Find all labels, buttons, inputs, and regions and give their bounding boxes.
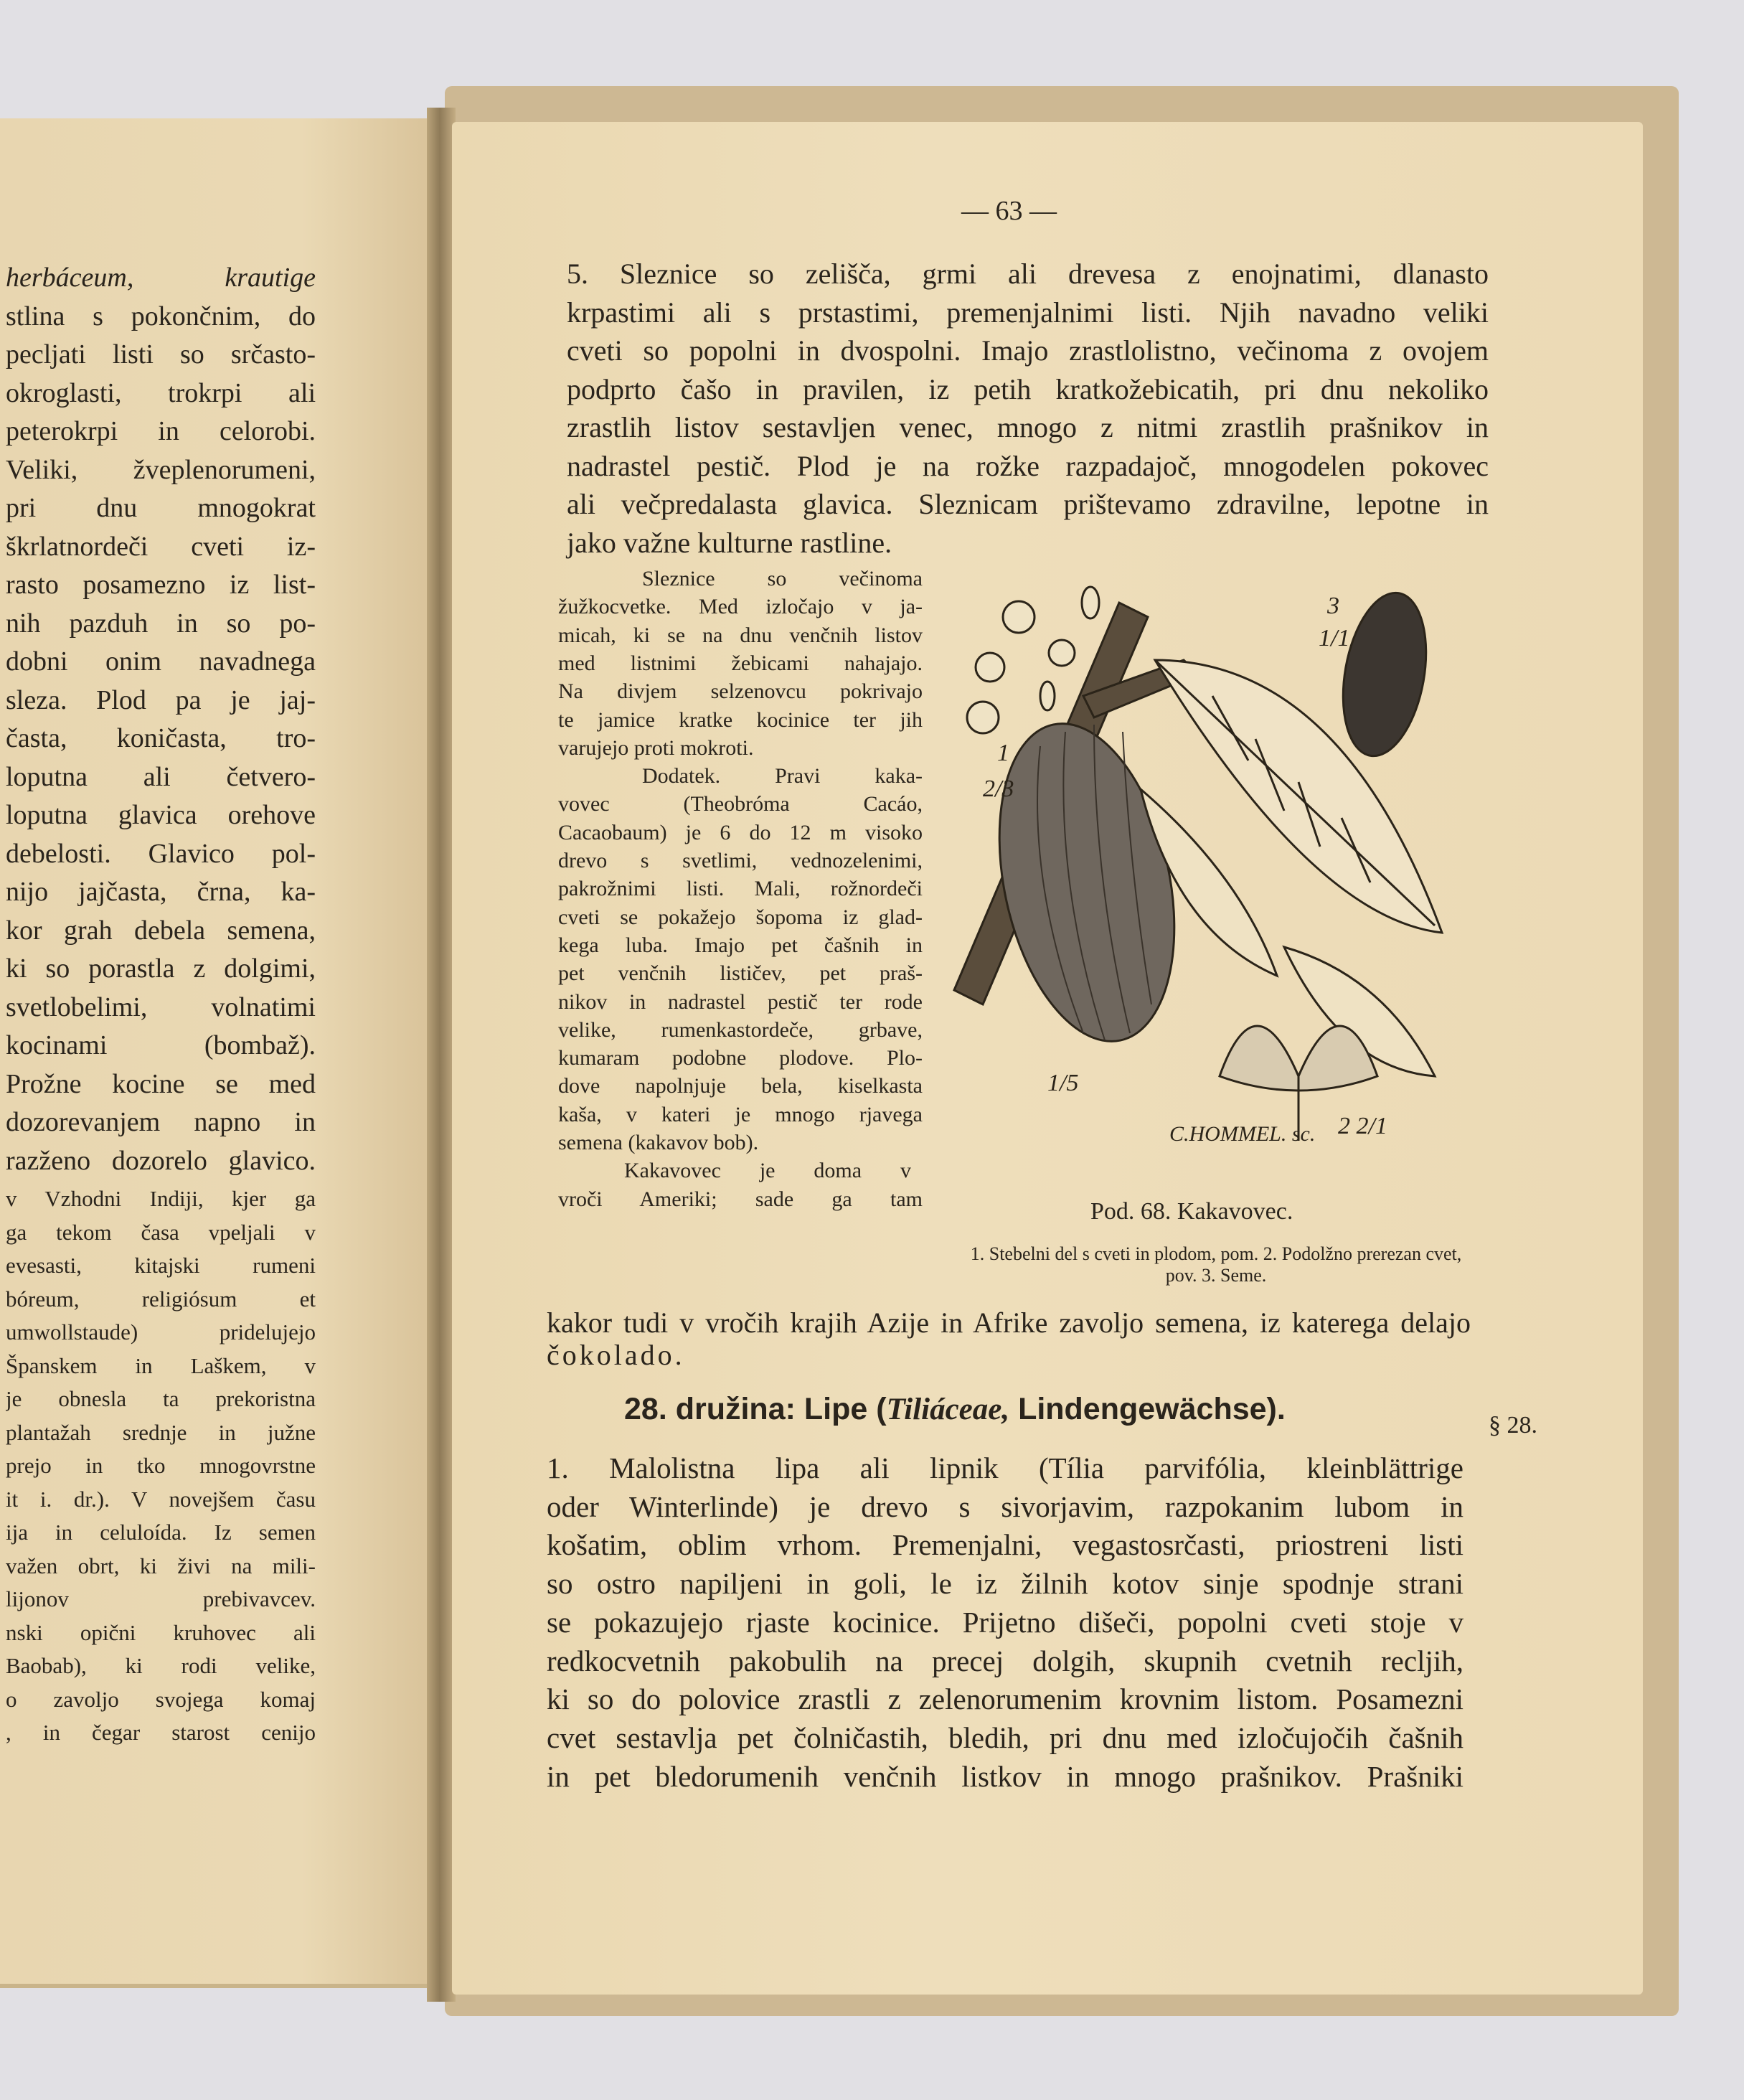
page-number: — 63 — (961, 196, 1057, 226)
engraver-signature: C.HOMMEL. sc. (1169, 1122, 1316, 1146)
text-line: velike, rumenkastordeče, grbave, (558, 1017, 923, 1042)
text-line: jako važne kulturne rastline. (567, 526, 892, 559)
text-line: ki so porastla z dolgimi, (6, 954, 316, 984)
text-line: vroči Ameriki; sade ga tam (558, 1187, 923, 1211)
text-line: je obnesla ta prekoristna (6, 1386, 316, 1411)
text-line: krpastimi ali s prstastimi, premenjalnimi listi. Njih navadno veliki (567, 296, 1489, 329)
text-line: zrastlih listov sestavljen venec, mnogo z nitmi zrastlih prašnikov in (567, 411, 1489, 443)
text-line: pri dnu mnogokrat (6, 493, 316, 523)
text-line: 1. Malolistna lipa ali lipnik (Tília parvifólia, kleinblättrige (547, 1451, 1463, 1484)
book-gutter (427, 108, 456, 2002)
text-line: Veliki, žveplenorumeni, (6, 454, 316, 485)
text-line: košatim, oblim vrhom. Premenjalni, vegastosrčasti, priostreni listi (547, 1528, 1463, 1562)
text-line: žužkocvetke. Med izločajo v ja- (558, 595, 923, 619)
marginal-reference: § 28. (1489, 1412, 1537, 1439)
text-line: Dodatek. Pravi kaka- (642, 764, 923, 788)
text-line: varujejo proti mokroti. (558, 735, 754, 760)
text-line: sleza. Plod pa je jaj- (6, 684, 316, 715)
text-line: Cacaobaum) je 6 do 12 m visoko (558, 820, 923, 844)
text-line: Baobab), ki rodi velike, (6, 1653, 316, 1678)
fig-label-2-3: 2/3 (983, 776, 1014, 802)
text-line: nijo jajčasta, črna, ka- (6, 877, 316, 907)
text-line: pet venčnih lističev, pet praš- (558, 961, 923, 986)
heading-german: Lindengewächse). (1018, 1392, 1286, 1426)
left-page-text (6, 258, 316, 1873)
text-line: kakor tudi v vročih krajih Azije in Afrike zavoljo semena, iz katerega delajo (547, 1306, 1471, 1339)
heading-latin: Tiliáceae, (886, 1393, 1010, 1426)
text-line: o zavoljo svojega komaj (6, 1686, 316, 1712)
fig-label-1-5: 1/5 (1047, 1070, 1079, 1096)
text-line: Kakavovec je doma v (624, 1159, 911, 1183)
text-line: semena (kakavov bob). (558, 1131, 759, 1154)
fig-label-2-1: 2 2/1 (1338, 1113, 1387, 1139)
text-line: loputna glavica orehove (6, 800, 316, 830)
text-line: loputna ali četvero- (6, 761, 316, 792)
text-line: škrlatnordeči cveti iz- (6, 531, 316, 562)
fig-label-1: 1 (997, 740, 1009, 766)
text-line: časta, koničasta, tro- (6, 723, 316, 753)
text-line: ki so do polovice zrastli z zelenorumenim krovnim listom. Posamezni (547, 1682, 1463, 1716)
fig-label-1-1: 1/1 (1319, 625, 1350, 651)
text-line: pakrožnimi listi. Mali, rožnordeči (558, 877, 923, 901)
text-line: dobni onim navadnega (6, 646, 316, 677)
text-line: nadrastel pestič. Plod je na rožke razpadajoč, mnogodelen pokovec (567, 449, 1489, 482)
text-line: bóreum, religiósum et (6, 1286, 316, 1312)
text-line: vovec (Theobróma Cacáo, (558, 792, 923, 816)
figure-caption-title: Pod. 68. Kakavovec. (1090, 1198, 1293, 1225)
text-line: kega luba. Imajo pet čašnih in (558, 933, 923, 957)
text-line: rasto posamezno iz list- (6, 570, 316, 600)
text-line: evesasti, kitajski rumeni (6, 1253, 316, 1278)
text-line: okroglasti, trokrpi ali (6, 377, 316, 408)
text-line: podprto čašo in pravilen, iz petih kratkožebicatih, pri dnu nekoliko (567, 372, 1489, 405)
text-line: kumaram podobne plodove. Plo- (558, 1046, 923, 1070)
text-line: važen obrt, ki živi na mili- (6, 1553, 316, 1578)
text-line: micah, ki se na dnu venčnih listov (558, 623, 923, 647)
text-line: ija in celuloída. Iz semen (6, 1520, 316, 1545)
text-line: oder Winterlinde) je drevo s sivorjavim, razpokanim lubom in (547, 1489, 1463, 1523)
text-line: , in čegar starost cenijo (6, 1720, 316, 1745)
text-line: plantažah srednje in južne (6, 1419, 316, 1445)
text-line: ga tekom časa vpeljali v (6, 1219, 316, 1245)
text-line: med listnimi žebicami nahajajo. (558, 651, 923, 675)
text-line: cveti so popolni in dvospolni. Imajo zrastlolistno, večinoma z ovojem (567, 334, 1489, 367)
text-line: prejo in tko mnogovrstne (6, 1453, 316, 1478)
text-line: herbáceum, krautige (6, 263, 316, 293)
text-line: drevo s svetlimi, vednozelenimi, (558, 849, 923, 872)
text-line: peterokrpi in celorobi. (6, 416, 316, 446)
text-line: dozorevanjem napno in (6, 1107, 316, 1137)
fig-label-3: 3 (1327, 593, 1339, 619)
cacao-seed (1331, 586, 1438, 763)
section-heading: 28. družina: Lipe (Tiliáceae, Lindengewächse). (624, 1392, 1286, 1426)
text-line: it i. dr.). V novejšem času (6, 1486, 316, 1512)
text-line: ali večpredalasta glavica. Sleznicam prištevamo zdravilne, lepotne in (567, 488, 1489, 520)
text-line: kaša, v kateri je mnogo rjavega (558, 1102, 923, 1126)
text-line: in pet bledorumenih venčnih listkov in mnogo prašnikov. Prašniki (547, 1759, 1463, 1793)
text-line: nikov in nadrastel pestič ter rode (558, 989, 923, 1014)
text-line: dove napolnjuje bela, kiselkasta (558, 1074, 923, 1098)
text-line: so ostro napiljeni in goli, le iz žilnih kotov sinje spodnje strani (547, 1567, 1463, 1601)
text-line: nski opični kruhovec ali (6, 1619, 316, 1645)
text-line: nih pazduh in so po- (6, 608, 316, 639)
text-line: cveti se pokažejo šopoma iz glad- (558, 905, 923, 929)
text-line: stlina s pokončnim, do (6, 301, 316, 331)
text-line: redkocvetnih pakobulih na precej dolgih, skupnih cvetnih recljih, (547, 1644, 1463, 1677)
heading-number: 28. družina: (624, 1392, 796, 1426)
text-line: pecljati listi so srčasto- (6, 339, 316, 369)
cacao-illustration (940, 574, 1471, 1169)
text-line: Na divjem selzenovcu pokrivajo (558, 679, 923, 704)
text-line: cvet sestavlja pet čolničastih, bledih, pri dnu med izločujočih čašnih (547, 1720, 1463, 1754)
text-line: kocinami (bombaž). (6, 1030, 316, 1060)
text-line: čokolado. (547, 1339, 685, 1371)
text-line: kor grah debela semena, (6, 915, 316, 946)
text-line: Sleznice so večinoma (642, 567, 923, 590)
text-line: se pokazujejo rjaste kocinice. Prijetno dišeči, popolni cveti stoje v (547, 1605, 1463, 1639)
text-line: te jamice kratke kocinice ter jih (558, 707, 923, 732)
text-line: svetlobelimi, volnatimi (6, 992, 316, 1022)
text-line: razženo dozorelo glavico. (6, 1145, 316, 1176)
figure-caption-detail: 1. Stebelni del s cveti in plodom, pom. 2. Podolžno prerezan cvet, pov. 3. Seme. (970, 1243, 1462, 1286)
heading-name: Lipe (803, 1392, 868, 1426)
text-line: lijonov prebivavcev. (6, 1586, 316, 1611)
text-line: Španskem in Laškem, v (6, 1352, 316, 1378)
text-line: v Vzhodni Indiji, kjer ga (6, 1186, 316, 1211)
text-line: 5. Sleznice so zelišča, grmi ali drevesa z enojnatimi, dlanasto (567, 258, 1489, 290)
text-line: Prožne kocine se med (6, 1068, 316, 1099)
text-line: debelosti. Glavico pol- (6, 838, 316, 869)
text-line: umwollstaude) pridelujejo (6, 1319, 316, 1345)
